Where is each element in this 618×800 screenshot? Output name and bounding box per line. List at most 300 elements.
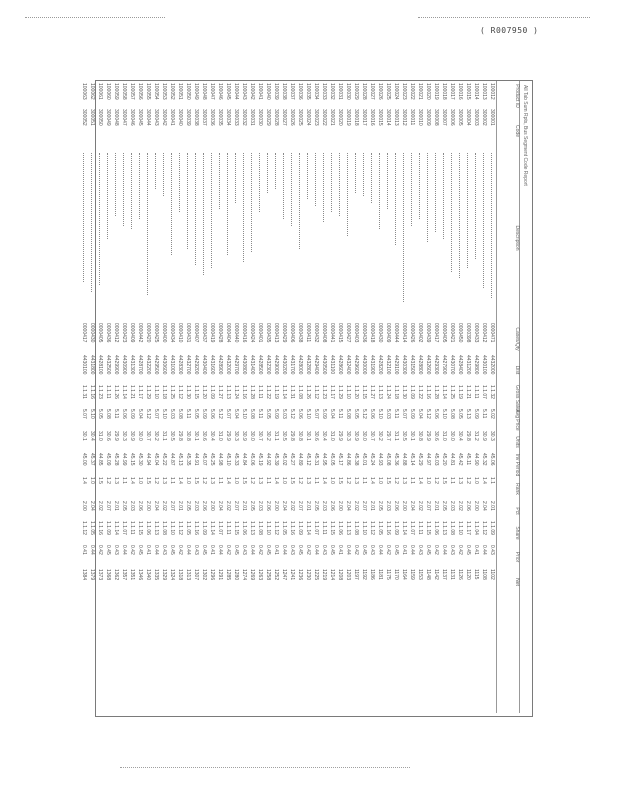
description-cell [367,153,376,323]
table-cell: 2.04 [153,501,159,511]
description-cell [463,153,472,323]
table-cell: 4431700 [289,355,295,375]
table-cell: 100028 [361,83,367,100]
table-cell: 4429000 [273,355,279,375]
table-cell: 1.1.14 [441,385,447,399]
description-text-line [202,153,204,275]
table-cell: 5.04 [233,409,239,419]
table-cell: 0.42 [177,545,183,555]
table-cell: 1214 [329,569,335,581]
table-cell: 1.1.27 [369,385,375,399]
table-cell: 5.11 [337,409,343,419]
description-cell [391,153,400,323]
table-cell: 0.42 [97,545,103,555]
table-cell: 0000420 [145,323,151,343]
table-cell: 4431800 [89,355,95,375]
description-cell [487,153,496,323]
table-cell: 0.44 [377,545,383,555]
table-cell: 0.45 [137,545,143,555]
table-cell: 5.10 [441,409,447,419]
description-cell [431,153,440,323]
description-cell [383,153,392,323]
table-cell: 4428900 [217,355,223,375]
table-cell: 45.38 [353,453,359,466]
table-cell: 2.03 [385,501,391,511]
table-cell: 0000439 [425,323,431,343]
description-text-line [90,153,92,292]
table-cell: 0.45 [297,545,303,555]
table-cell: 0000428 [217,323,223,343]
description-cell [335,153,344,323]
table-cell: 1.1.21 [129,385,135,399]
table-cell: 45.19 [257,453,263,466]
table-cell: 100048 [201,83,207,100]
table-cell: 1.1.26 [305,385,311,399]
table-cell: 45.02 [281,453,287,466]
description-cell [151,153,160,323]
description-cell [183,153,192,323]
table-cell: 300049 [105,109,111,126]
table-cell: 1203 [345,569,351,581]
table-cell: 2.02 [353,501,359,511]
table-cell: 100039 [273,83,279,100]
table-row [240,81,248,713]
table-row [360,81,368,713]
table-cell: 300038 [193,109,199,126]
table-cell: 1.3 [305,477,311,484]
table-cell: 300017 [361,109,367,126]
description-text-line [442,153,444,239]
description-text-line [114,153,116,216]
table-cell: 1.2 [297,477,303,484]
table-row [280,81,288,713]
table-cell: 2.02 [225,501,231,511]
table-cell: 0.41 [273,545,279,555]
table-cell: 1.1.09 [105,521,111,535]
table-cell: 300047 [121,109,127,126]
description-cell [415,153,424,323]
table-cell: 5.12 [425,409,431,419]
table-cell: 1.4 [177,477,183,484]
table-cell: 0000430 [89,323,95,343]
table-cell: 1164 [401,569,407,580]
table-cell: 31.0 [441,431,447,441]
table-cell: 5.09 [129,409,135,419]
table-cell: 0000417 [81,323,87,343]
table-cell: 100050 [185,83,191,100]
table-cell: 1.0 [473,477,479,484]
table-cell: 45.14 [409,453,415,466]
table-cell: 45.01 [361,453,367,466]
table-cell: 1.1.05 [377,521,383,535]
description-cell [271,153,280,323]
table-cell: 300010 [417,109,423,126]
table-cell: 1.1.21 [465,385,471,399]
table-cell: 5.12 [217,409,223,419]
table-cell: 1307 [193,569,199,581]
table-cell: 2.04 [481,501,487,511]
table-cell: 1357 [121,569,127,581]
table-row [400,81,408,713]
table-cell: 45.12 [305,453,311,466]
col-header-net: Net [514,578,520,586]
table-cell: 4431500 [409,355,415,375]
table-cell: 4428300 [177,355,183,375]
table-cell: 1.1 [169,477,175,484]
table-cell: 300025 [297,109,303,126]
table-cell: 1.1.09 [393,521,399,535]
table-cell: 300046 [129,109,135,126]
table-cell: 45.39 [273,453,279,466]
table-cell: 30.8 [297,431,303,441]
table-cell: 1291 [217,569,223,581]
table-cell: 0.45 [361,545,367,555]
table-cell: 30.4 [457,431,463,441]
table-cell: 44.92 [265,453,271,466]
table-cell: 4431100 [329,355,335,375]
table-cell: 300015 [377,109,383,126]
table-cell: 0000412 [113,323,119,343]
table-cell: 1.1.07 [409,521,415,535]
table-cell: 1.1 [217,477,223,484]
table-cell: 0000413 [273,323,279,343]
table-cell: 0000403 [353,323,359,343]
table-cell: 1.1.24 [233,385,239,399]
table-cell: 1.1.09 [297,521,303,535]
table-cell: 0000417 [433,323,439,343]
col-header-description: Description [514,225,520,251]
table-cell: 0.45 [393,545,399,555]
table-cell: 30.2 [153,431,159,441]
table-cell: 0000410 [177,323,183,343]
table-cell: 0.42 [257,545,263,555]
document-id: ( R007950 ) [480,26,539,35]
table-cell: 300019 [345,109,351,126]
table-cell: 30.7 [257,431,263,441]
table-cell: 100046 [217,83,223,100]
table-cell: 0000408 [321,323,327,343]
table-cell: 1230 [305,569,311,581]
table-cell: 0000444 [393,323,399,343]
table-cell: 0.45 [201,545,207,555]
description-text-line [410,153,412,226]
table-row [168,81,176,713]
table-cell: 4429300 [433,355,439,375]
table-cell: 0000411 [305,323,311,343]
table-cell: 0.44 [153,545,159,555]
table-cell: 45.29 [417,453,423,466]
table-cell: 2.05 [377,501,383,511]
table-cell: 30.0 [249,431,255,441]
table-cell: 1.1.16 [289,521,295,535]
table-cell: 4430800 [241,355,247,375]
description-cell [119,153,128,323]
table-cell: 300044 [145,109,151,126]
table-cell: 5.12 [361,409,367,419]
description-text-line [154,153,156,189]
table-cell: 0000407 [193,323,199,343]
table-cell: 2.02 [457,501,463,511]
table-cell: 5.06 [209,409,215,419]
table-cell: 300011 [409,109,415,126]
table-cell: 4432300 [265,355,271,375]
table-cell: 4432000 [225,355,231,375]
table-cell: 5.06 [297,409,303,419]
description-text-line [98,153,100,285]
table-cell: 100062 [89,83,95,100]
description-cell [95,153,104,323]
description-text-line [178,153,180,212]
table-cell: 0.42 [225,545,231,555]
table-cell: 1.1.06 [241,521,247,535]
table-cell: 2.02 [417,501,423,511]
table-cell: 1.2 [433,477,439,484]
table-cell: 0000406 [289,323,295,343]
table-cell: 5.04 [417,409,423,419]
table-cell: 1.4 [81,477,87,484]
table-cell: 30.6 [433,431,439,441]
table-cell: 44.93 [377,453,383,466]
table-cell: 100042 [249,83,255,100]
table-cell: 0.41 [81,545,87,555]
table-cell: 100026 [377,83,383,100]
table-cell: 1.1.14 [281,385,287,399]
table-cell: 1.1.23 [321,385,327,399]
table-cell: 5.11 [113,409,119,419]
table-cell: 1.3 [209,477,215,484]
table-cell: 100019 [433,83,439,100]
table-cell: 5.05 [457,409,463,419]
table-cell: 1.1.14 [305,521,311,535]
table-cell: 4432800 [305,355,311,375]
table-cell: 0.42 [353,545,359,555]
table-cell: 100041 [257,83,263,100]
table-cell: 1.1.12 [369,521,375,535]
table-cell: 45.42 [457,453,463,466]
table-cell: 2.00 [337,501,343,511]
table-cell: 5.05 [353,409,359,419]
table-row [384,81,392,713]
table-cell: 0000471 [489,323,495,343]
table-cell: 1.1.10 [345,385,351,399]
table-cell: 1241 [289,569,295,581]
table-cell: 2.06 [265,501,271,511]
table-cell: 1197 [353,569,359,580]
table-cell: 1.1.23 [97,385,103,399]
table-cell: 1.1.28 [249,385,255,399]
table-cell: 0.41 [145,545,151,555]
table-cell: 0.44 [481,545,487,555]
table-cell: 5.08 [249,409,255,419]
table-cell: 100052 [169,83,175,100]
table-cell: 0000421 [449,323,455,343]
table-cell: 0.45 [105,545,111,555]
description-cell [239,153,248,323]
description-cell [87,153,96,323]
table-cell: 100023 [401,83,407,100]
table-cell: 0.43 [369,545,375,555]
table-cell: 1.1.15 [425,521,431,535]
table-cell: 1181 [377,569,383,580]
table-cell: 30.1 [193,431,199,441]
table-cell: 1285 [225,569,231,581]
description-cell [191,153,200,323]
description-text-line [314,153,316,206]
table-cell: 300026 [289,109,295,126]
description-cell [447,153,456,323]
table-cell: 0.44 [313,545,319,555]
table-cell: 0000400 [161,323,167,343]
table-cell: 300040 [177,109,183,126]
description-text-line [194,153,196,265]
table-cell: 1.4 [273,477,279,484]
table-cell: 4430100 [81,355,87,375]
table-cell: 300009 [425,109,431,126]
description-text-line [282,153,284,219]
table-cell: 1.4 [417,477,423,484]
table-cell: 1.0 [377,477,383,484]
table-cell: 0.41 [337,545,343,555]
table-cell: 1.1.13 [377,385,383,399]
table-row [416,81,424,713]
table-cell: 44.97 [425,453,431,466]
table-cell: 1.1.06 [433,521,439,535]
description-cell [327,153,336,323]
table-cell: 2.05 [185,501,191,511]
description-cell [399,153,408,323]
table-cell: 30.3 [121,431,127,441]
description-cell [479,153,488,323]
table-cell: 1.1.07 [481,385,487,399]
table-cell: 5.09 [273,409,279,419]
table-cell: 300018 [353,109,359,126]
table-cell: 5.03 [281,409,287,419]
table-cell: 100063 [81,83,87,100]
table-cell: 1.0 [281,477,287,484]
table-cell: 2.04 [281,501,287,511]
table-row [304,81,312,713]
table-cell: 5.06 [121,409,127,419]
description-cell [343,153,352,323]
table-cell: 5.10 [161,409,167,419]
table-cell: 1269 [249,569,255,581]
table-cell: 1.1 [265,477,271,484]
table-cell: 1115 [473,569,479,580]
table-cell: 4429700 [233,355,239,375]
description-text-line [426,153,428,242]
table-row [192,81,200,713]
table-cell: 0.43 [113,545,119,555]
table-cell: 1274 [241,569,247,581]
table-cell: 0000409 [385,323,391,343]
table-cell: 100032 [329,83,335,100]
description-text-line [418,153,420,219]
table-cell: 5.09 [409,409,415,419]
table-cell: 1.1.20 [353,385,359,399]
table-cell: 45.13 [177,453,183,466]
table-cell: 100021 [417,83,423,100]
table-cell: 300023 [313,109,319,126]
table-cell: 1.3 [161,477,167,484]
table-cell: 1153 [417,569,423,580]
table-cell: 4432200 [145,355,151,375]
description-cell [247,153,256,323]
table-cell: 0000423 [121,323,127,343]
description-text-line [210,153,212,268]
table-cell: 2.05 [441,501,447,511]
table-cell: 1.1.05 [89,521,95,535]
table-cell: 2.03 [257,501,263,511]
table-cell: 5.05 [193,409,199,419]
table-cell: 1.5 [385,477,391,484]
table-cell: 100058 [121,83,127,100]
table-cell: 1.2 [153,477,159,484]
table-cell: 300021 [329,109,335,126]
table-cell: 100029 [353,83,359,100]
table-cell: 100014 [473,83,479,100]
table-cell: 100061 [97,83,103,100]
table-cell: 5.11 [185,409,191,419]
table-cell: 1.1.14 [401,521,407,535]
table-cell: 1.1.11 [129,521,135,535]
table-cell: 45.05 [329,453,335,466]
table-cell: 29.9 [425,431,431,441]
description-cell [135,153,144,323]
table-cell: 4429400 [313,355,319,375]
table-cell: 45.36 [393,453,399,466]
table-cell: 1.1.14 [121,385,127,399]
table-cell: 30.5 [401,431,407,441]
table-cell: 1.1.16 [425,385,431,399]
description-text-line [338,153,340,216]
table-cell: 1.1.15 [233,521,239,535]
rotated-table [81,81,530,713]
table-cell: 100047 [209,83,215,100]
table-cell: 5.06 [369,409,375,419]
table-cell: 300034 [225,109,231,126]
table-cell: 30.9 [129,431,135,441]
table-cell: 45.00 [81,453,87,466]
table-cell: 1247 [281,569,287,581]
table-cell: 1368 [105,569,111,581]
description-text-line [258,153,260,212]
table-cell: 30.4 [89,431,95,441]
table-cell: 45.10 [225,453,231,466]
table-cell: 1131 [449,569,455,580]
header-right-rule [418,17,590,20]
description-text-line [274,153,276,189]
table-cell: 2.05 [313,501,319,511]
table-cell: 0.44 [217,545,223,555]
table-cell: 45.20 [441,453,447,466]
table-row [104,81,112,713]
description-text-line [162,153,164,196]
table-cell: 4429600 [353,355,359,375]
table-cell: 1.4 [481,477,487,484]
table-cell: 100013 [481,83,487,100]
description-cell [143,153,152,323]
table-cell: 4431200 [465,355,471,375]
table-cell: 300014 [385,109,391,126]
table-cell: 300005 [457,109,463,126]
table-cell: 0.44 [441,545,447,555]
table-cell: 1362 [113,569,119,581]
table-cell: 1137 [441,569,447,580]
table-cell: 300012 [401,109,407,126]
table-cell: 1.1.27 [217,385,223,399]
table-cell: 30.9 [481,431,487,441]
table-cell: 31.1 [273,431,279,441]
